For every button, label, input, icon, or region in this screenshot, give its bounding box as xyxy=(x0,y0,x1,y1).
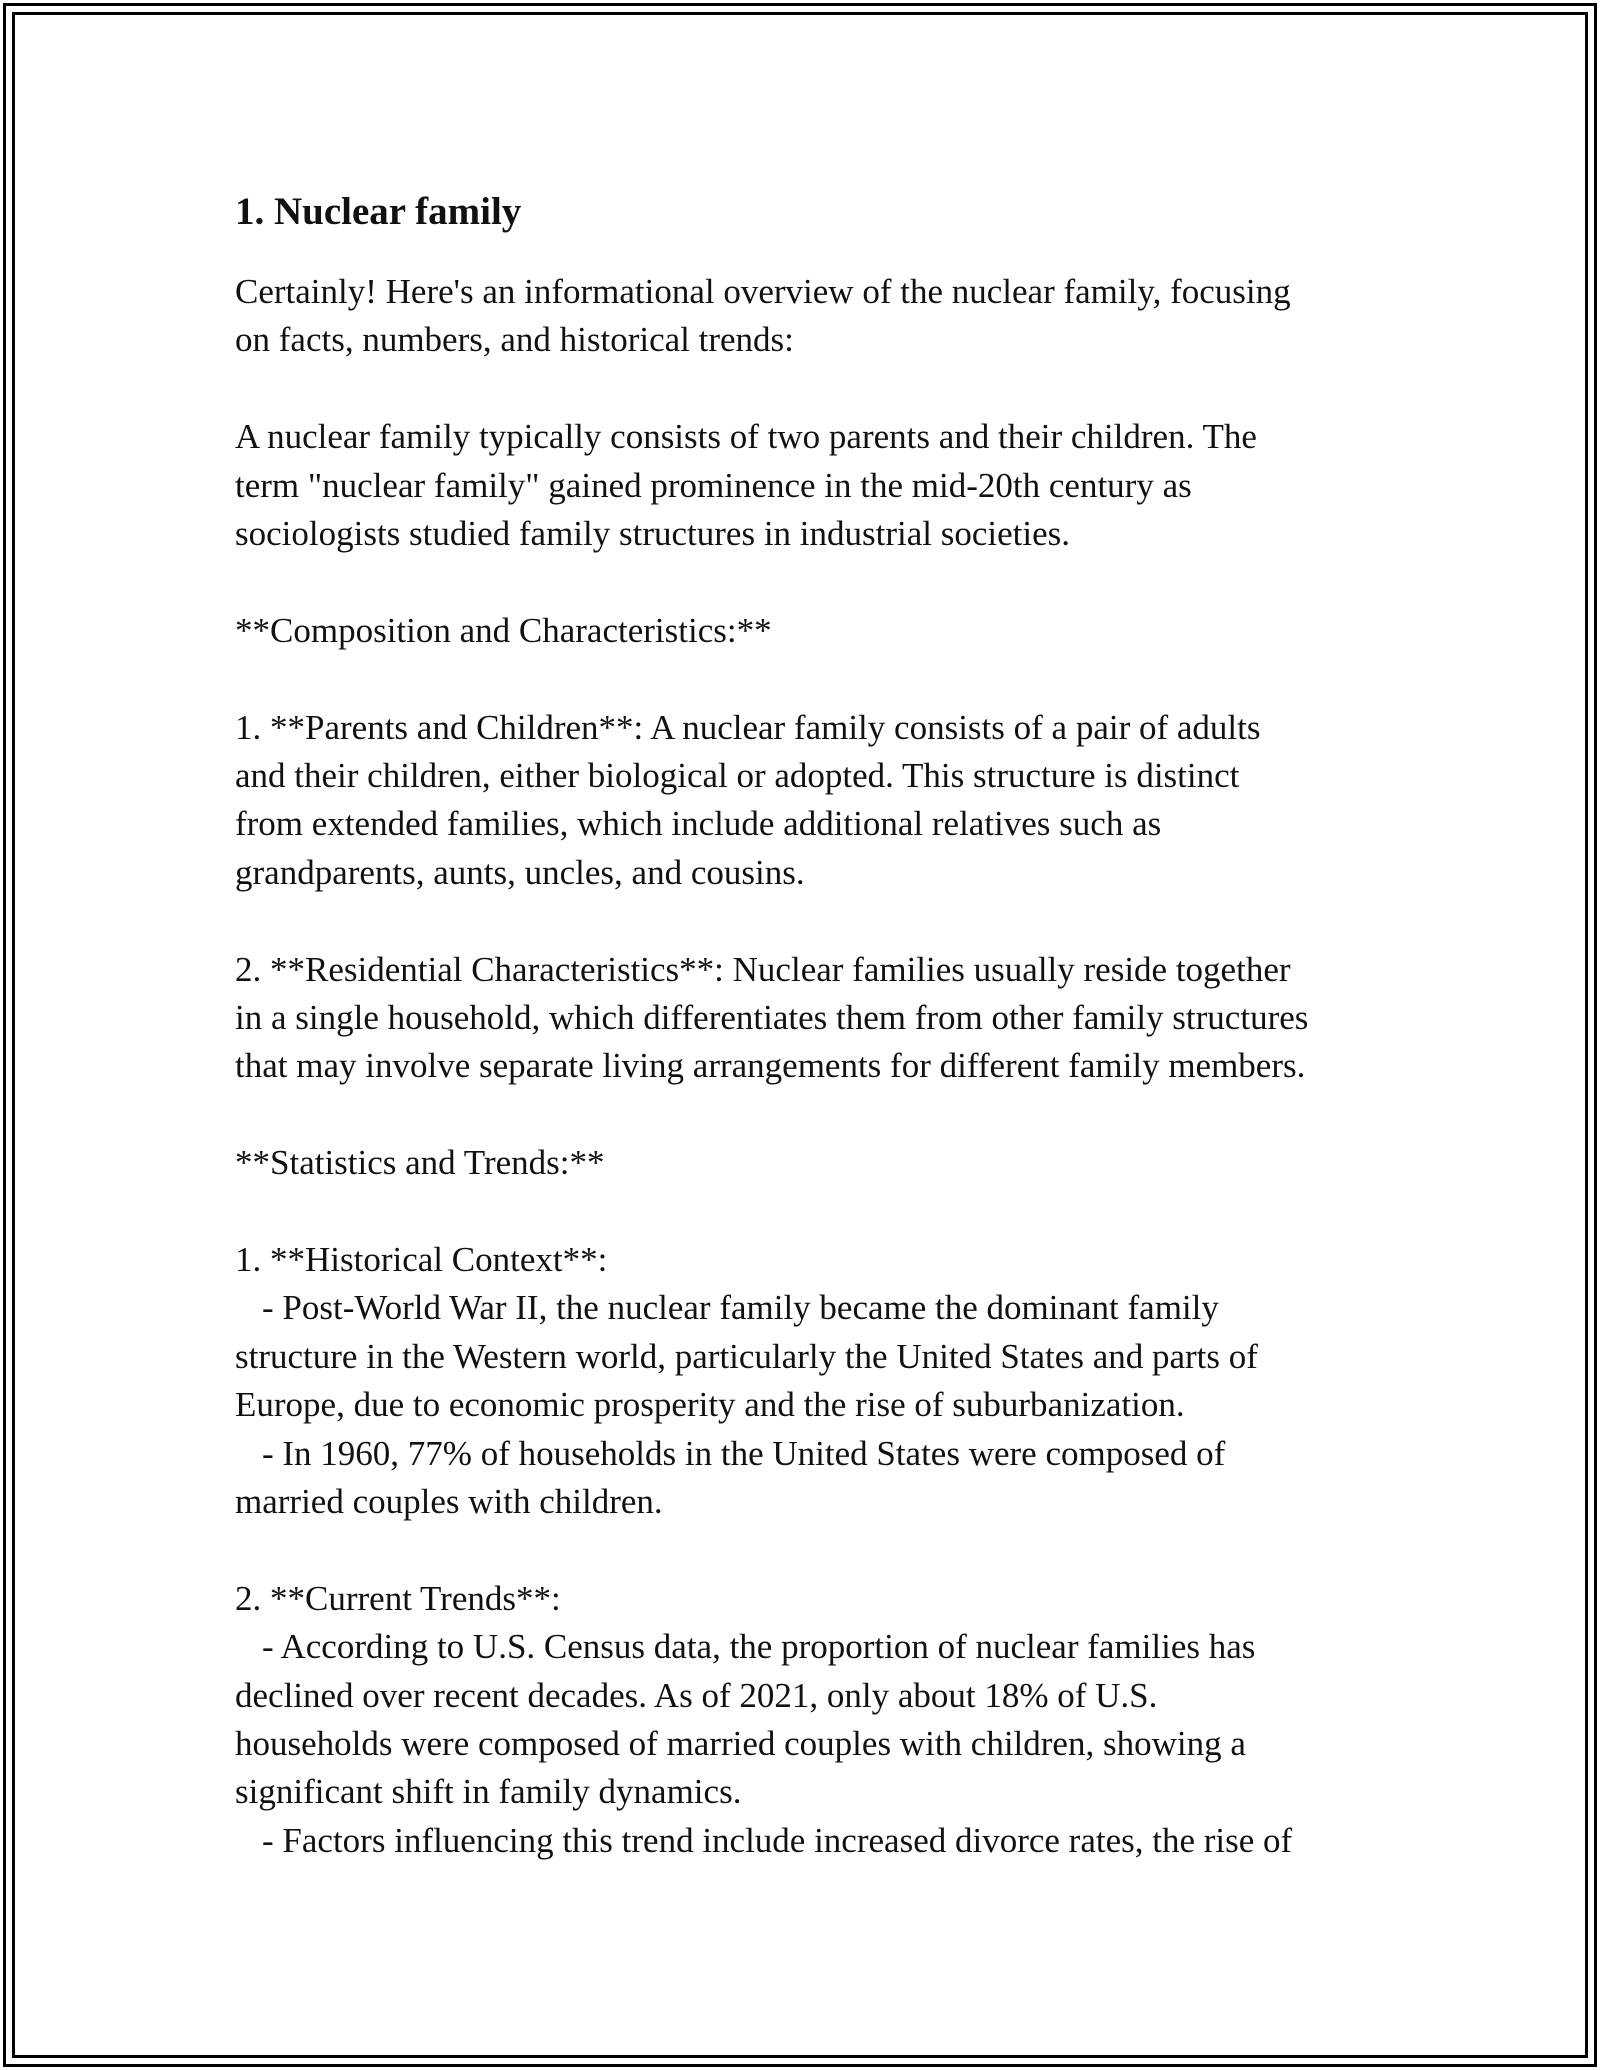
section-heading: 1. Nuclear family xyxy=(235,190,522,233)
text-line: households were composed of married couples with children, showing a xyxy=(235,1724,1246,1764)
text-line: significant shift in family dynamics. xyxy=(235,1772,742,1812)
blank-line xyxy=(235,365,1385,413)
text-line: term "nuclear family" gained prominence in the mid-20th century as xyxy=(235,465,1192,505)
text-line: 1. **Parents and Children**: A nuclear family consists of a pair of adults xyxy=(235,707,1261,747)
blank-line xyxy=(235,1526,1385,1574)
text-line: Europe, due to economic prosperity and the rise of suburbanization. xyxy=(235,1385,1185,1425)
text-line: sociologists studied family structures in industrial societies. xyxy=(235,514,1071,554)
text-line: structure in the Western world, particularly the United States and parts of xyxy=(235,1336,1258,1376)
blank-line xyxy=(235,655,1385,703)
text-line: 2. **Residential Characteristics**: Nuclear families usually reside together xyxy=(235,949,1291,989)
text-line: A nuclear family typically consists of two parents and their children. The xyxy=(235,417,1257,457)
text-line: that may involve separate living arrangements for different family members. xyxy=(235,1046,1306,1086)
residential-item xyxy=(235,946,1385,1091)
text-line: - According to U.S. Census data, the proportion of nuclear families has xyxy=(262,1627,1256,1667)
blank-line xyxy=(235,1188,1385,1236)
composition-heading: **Composition and Characteristics:** xyxy=(235,610,772,650)
blank-line xyxy=(235,558,1385,606)
text-line: - In 1960, 77% of households in the United States were composed of xyxy=(262,1433,1226,1473)
intro-paragraph xyxy=(235,268,1385,365)
text-line: declined over recent decades. As of 2021, only about 18% of U.S. xyxy=(235,1675,1158,1715)
text-line: married couples with children. xyxy=(235,1482,663,1522)
text-line: Certainly! Here's an informational overview of the nuclear family, focusing xyxy=(235,272,1291,311)
historical-context-item xyxy=(235,1236,1385,1526)
text-line: grandparents, aunts, uncles, and cousins. xyxy=(235,852,805,892)
parents-children-item xyxy=(235,704,1385,898)
text-line: in a single household, which differentiates them from other family structures xyxy=(235,998,1309,1038)
text-line: - Factors influencing this trend include increased divorce rates, the rise of xyxy=(262,1820,1293,1860)
text-line: - Post-World War II, the nuclear family became the dominant family xyxy=(262,1288,1219,1328)
current-trends-item xyxy=(235,1575,1385,1865)
definition-paragraph xyxy=(235,413,1385,558)
text-line: on facts, numbers, and historical trends: xyxy=(235,320,794,360)
document-body xyxy=(235,186,1385,1865)
blank-line xyxy=(235,897,1385,945)
stats-heading: **Statistics and Trends:** xyxy=(235,1143,605,1183)
text-line: from extended families, which include additional relatives such as xyxy=(235,804,1162,844)
text-line: and their children, either biological or adopted. This structure is distinct xyxy=(235,756,1240,796)
blank-line xyxy=(235,1091,1385,1139)
text-line: 2. **Current Trends**: xyxy=(235,1578,561,1618)
text-line: 1. **Historical Context**: xyxy=(235,1240,608,1280)
